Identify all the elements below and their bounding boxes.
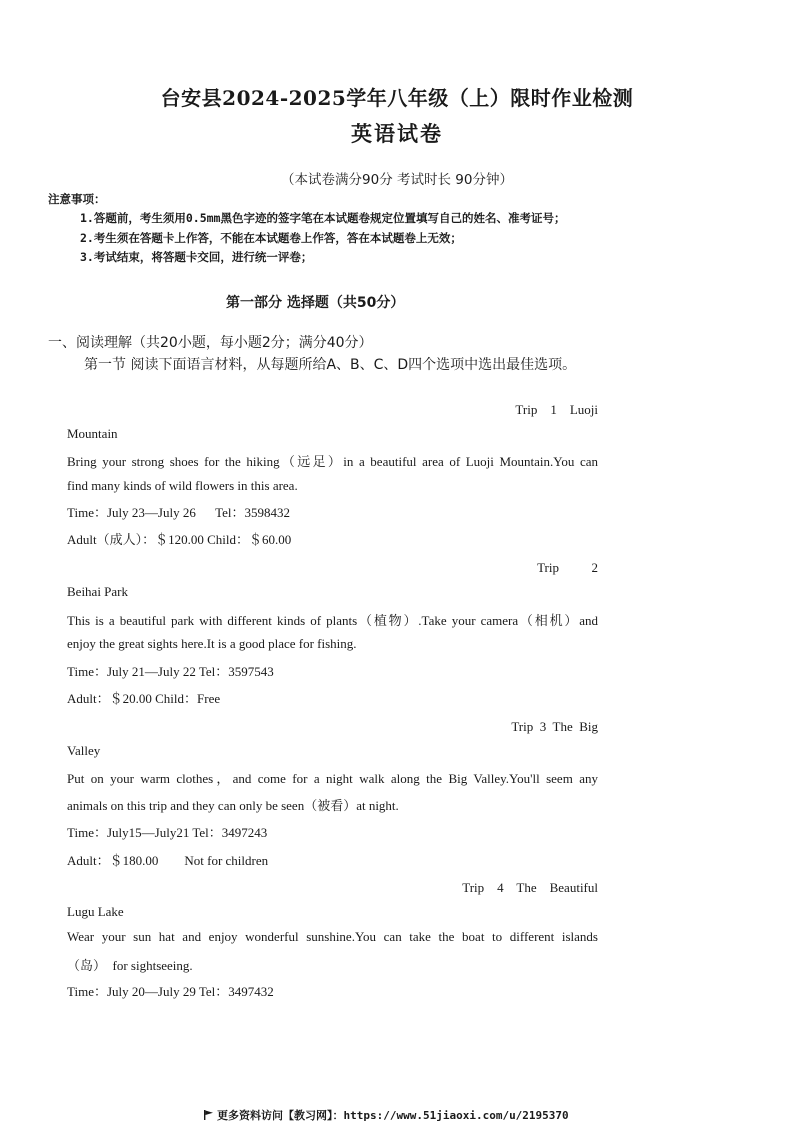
trip-price: Adult：＄180.00 Not for children [67, 853, 269, 868]
notice-item: 3.考试结束，将答题卡交回，进行统一评卷； [80, 250, 313, 264]
trip-title-wrap: Mountain [67, 426, 118, 441]
trip-price: Adult（成人）：＄120.00 Child：＄60.00 [67, 532, 292, 547]
part-heading: 第一部分 选择题（共50分） [226, 295, 405, 311]
trip-description: This is a beautiful park with different kinds of plants（植物）.Take your camera（相机）and [67, 613, 598, 628]
trip-title: Trip 4 The Beautiful [462, 880, 598, 895]
exam-subject: 英语试卷 [351, 121, 443, 146]
trip-title-wrap: Beihai Park [67, 584, 129, 599]
exam-info: （本试卷满分90分 考试时长 90分钟） [281, 172, 513, 188]
trip-description: animals on this trip and they can only be seen（被看）at night. [67, 798, 399, 813]
exam-title: 台安县2024-2025学年八年级（上）限时作业检测 [160, 86, 634, 110]
trip-description: Put on your warm clothes，and come for a night walk along the Big Valley.You'll seem any [67, 771, 598, 786]
footer [204, 1107, 569, 1123]
notice-item: 2.考生须在答题卡上作答，不能在本试题卷上作答，答在本试题卷上无效； [80, 231, 462, 245]
trip-title: Trip 2 [537, 560, 598, 575]
section-heading: 一、阅读理解（共20小题，每小题2分；满分40分） [48, 335, 373, 351]
trip-description: find many kinds of wild flowers in this area. [67, 478, 298, 493]
trip-description: （岛） for sightseeing. [67, 958, 193, 973]
trip-title-wrap: Lugu Lake [67, 904, 124, 919]
trip-price: Adult：＄20.00 Child：Free [67, 691, 221, 706]
trip-description: Bring your strong shoes for the hiking（远足）in a beautiful area of Luoji Mountain.You can [67, 454, 598, 469]
trip-description: Wear your sun hat and enjoy wonderful sunshine.You can take the boat to different islands [67, 929, 598, 944]
trip-time: Time：July 21—July 22 Tel：3597543 [67, 664, 274, 679]
footer-link[interactable]: 更多资料访问【教习网】：https://www.51jiaoxi.com/u/2195370 [217, 1109, 569, 1122]
section-instruction: 第一节 阅读下面语言材料，从每题所给A、B、C、D四个选项中选出最佳选项。 [84, 357, 577, 373]
trip-description: enjoy the great sights here.It is a good place for fishing. [67, 636, 357, 651]
trip-time: Time：July15—July21 Tel：3497243 [67, 825, 268, 840]
trip-time: Time：July 20—July 29 Tel：3497432 [67, 984, 274, 999]
trip-time: Time：July 23—July 26 Tel：3598432 [67, 505, 290, 520]
trip-title-wrap: Valley [67, 743, 101, 758]
notice-label: 注意事项： [48, 192, 106, 206]
trip-title: Trip 1 Luoji [515, 402, 598, 417]
flag-icon [204, 1110, 213, 1120]
trip-title: Trip 3 The Big [511, 719, 598, 734]
notice-item: 1.答题前，考生须用0.5mm黑色字迹的签字笔在本试题卷规定位置填写自己的姓名、准考证号； [80, 211, 566, 225]
